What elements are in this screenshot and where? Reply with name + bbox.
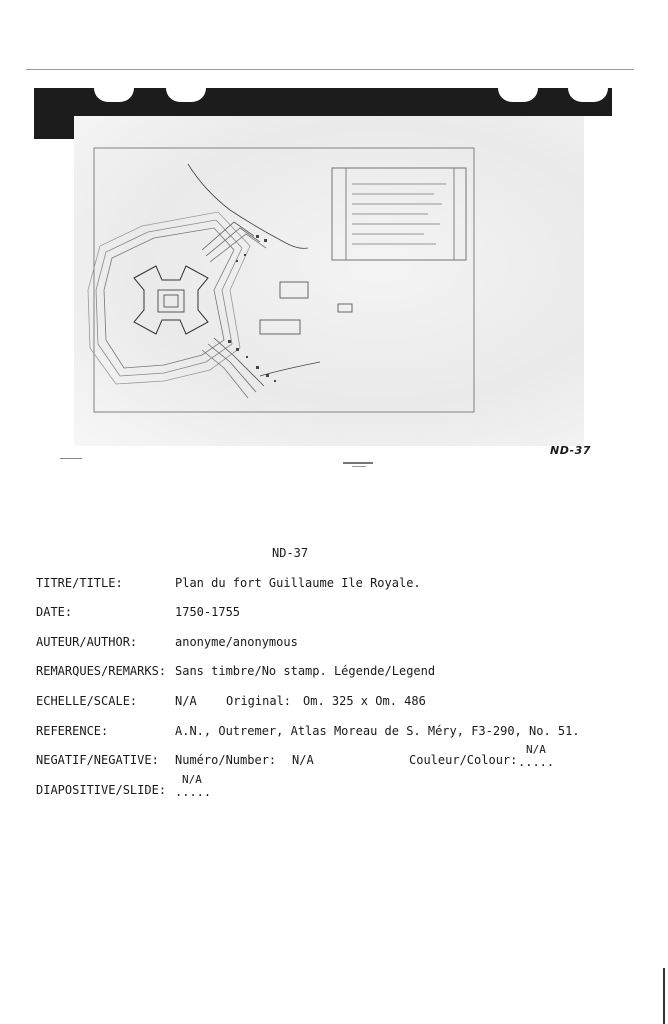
remarks-value: Sans timbre/No stamp. Légende/Legend <box>175 664 436 678</box>
map-code-label: ND-37 <box>550 444 591 457</box>
date-label: DATE: <box>36 605 73 619</box>
author-value: anonyme/anonymous <box>175 635 298 649</box>
scan-mark <box>343 462 373 464</box>
original-label: Original: <box>226 694 292 708</box>
remarks-label: REMARQUES/REMARKS: <box>36 664 167 678</box>
film-strip-side <box>34 88 74 139</box>
title-label: TITRE/TITLE: <box>36 576 123 590</box>
negative-number-label: Numéro/Number: <box>175 753 277 767</box>
author-label: AUTEUR/AUTHOR: <box>36 635 138 649</box>
slide-dots: ..... <box>175 785 212 799</box>
page-edge-mark <box>663 968 665 1024</box>
colour-dots: ..... <box>518 755 555 769</box>
original-value: Om. 325 x Om. 486 <box>303 694 426 708</box>
scan-mark <box>352 466 366 467</box>
document-id: ND-37 <box>272 546 309 560</box>
slide-label: DIAPOSITIVE/SLIDE: <box>36 783 167 797</box>
scale-label: ECHELLE/SCALE: <box>36 694 138 708</box>
negative-label: NEGATIF/NEGATIVE: <box>36 753 159 767</box>
scale-value: N/A <box>175 694 197 708</box>
negative-number-value: N/A <box>292 753 314 767</box>
fort-map-image <box>84 140 480 418</box>
slide-value: N/A <box>182 773 202 786</box>
scan-mark <box>60 458 82 459</box>
colour-label: Couleur/Colour: <box>409 753 518 767</box>
reference-value: A.N., Outremer, Atlas Moreau de S. Méry, F3-290, No. 51. <box>175 724 580 738</box>
top-rule <box>26 69 634 70</box>
title-value: Plan du fort Guillaume Ile Royale. <box>175 576 421 590</box>
reference-label: REFERENCE: <box>36 724 109 738</box>
colour-value: N/A <box>526 743 546 756</box>
date-value: 1750-1755 <box>175 605 241 619</box>
